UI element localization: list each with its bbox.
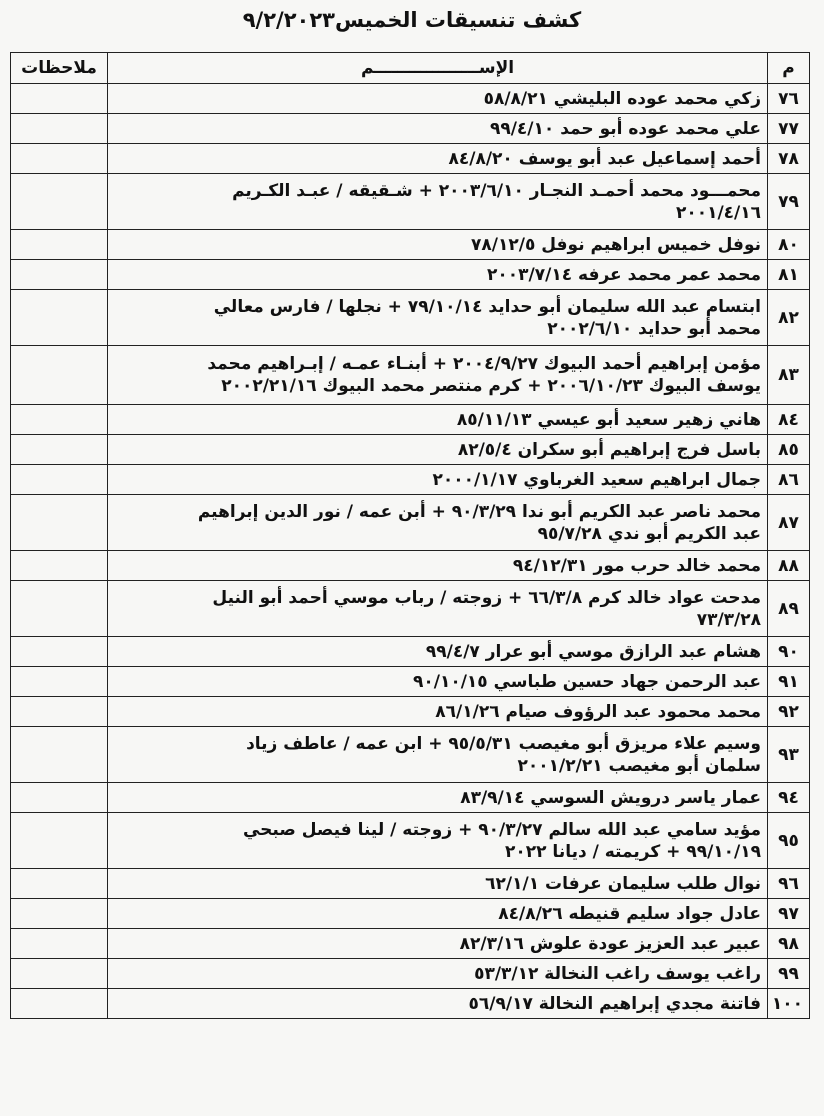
row-name [108, 667, 768, 697]
row-notes [11, 783, 108, 813]
row-number: ٩٦ [768, 869, 810, 899]
table-row [11, 495, 810, 551]
table-row [11, 637, 810, 667]
row-number: ٨٩ [768, 581, 810, 637]
row-number: ٨٤ [768, 405, 810, 435]
table-row [11, 783, 810, 813]
name-line: سلمان أبو مغيصب ٢٠٠١/٢/٢١ [517, 755, 761, 776]
row-number: ٧٦ [768, 84, 810, 114]
table-row [11, 727, 810, 783]
name-line: يوسف البيوك ٢٠٠٦/١٠/٢٣ + كرم منتصر محمد البيوك ٢٠٠٢/٢١/١٦ [221, 376, 761, 396]
name-line: ٢٠٠١/٤/١٦ [675, 202, 761, 223]
row-notes [11, 989, 108, 1019]
table-row [11, 869, 810, 899]
row-notes [11, 581, 108, 637]
row-notes [11, 144, 108, 174]
row-name [108, 435, 768, 465]
row-number: ٨١ [768, 260, 810, 290]
row-notes [11, 551, 108, 581]
row-notes [11, 230, 108, 260]
table-row [11, 144, 810, 174]
table-row [11, 551, 810, 581]
row-number: ٨٢ [768, 290, 810, 346]
row-notes [11, 727, 108, 783]
row-notes [11, 465, 108, 495]
row-notes [11, 929, 108, 959]
name-line: أحمد إسماعيل عبد أبو يوسف ٨٤/٨/٢٠ [448, 148, 761, 169]
table-row [11, 959, 810, 989]
name-line: عمار ياسر درويش السوسي ٨٣/٩/١٤ [460, 787, 761, 808]
row-name [108, 495, 768, 551]
table-row [11, 929, 810, 959]
table-row [11, 667, 810, 697]
header-notes: ملاحظات [11, 53, 108, 84]
row-number: ٩٤ [768, 783, 810, 813]
row-name [108, 84, 768, 114]
table-row [11, 114, 810, 144]
row-number: ٩٥ [768, 813, 810, 869]
table-row [11, 581, 810, 637]
row-notes [11, 346, 108, 405]
name-line: محمد أبو حدايد ٢٠٠٢/٦/١٠ [547, 318, 761, 339]
row-notes [11, 899, 108, 929]
row-number: ٨٧ [768, 495, 810, 551]
row-name [108, 989, 768, 1019]
row-name [108, 813, 768, 869]
table-row [11, 899, 810, 929]
row-number: ٧٨ [768, 144, 810, 174]
name-line: راغب يوسف راغب النخالة ٥٣/٣/١٢ [474, 963, 761, 984]
row-number: ٧٩ [768, 174, 810, 230]
row-notes [11, 869, 108, 899]
name-line: باسل فرج إبراهيم أبو سكران ٨٢/٥/٤ [457, 439, 761, 460]
table-row [11, 435, 810, 465]
row-number: ٩٢ [768, 697, 810, 727]
row-notes [11, 667, 108, 697]
row-number: ٨٨ [768, 551, 810, 581]
row-notes [11, 697, 108, 727]
table-row [11, 174, 810, 230]
name-line: محمـــود محمد أحمـد النجـار ٢٠٠٣/٦/١٠ + شـقيقه / عبـد الكـريم [232, 180, 761, 201]
name-line: نوفل خميس ابراهيم نوفل ٧٨/١٢/٥ [471, 234, 761, 255]
name-line: محمد محمود عبد الرؤوف صيام ٨٦/١/٢٦ [435, 701, 761, 722]
name-line: وسيم علاء مريزق أبو مغيصب ٩٥/٥/٣١ + ابن عمه / عاطف زياد [246, 733, 761, 754]
name-line: مؤيد سامي عبد الله سالم ٩٠/٣/٢٧ + زوجته / لينا فيصل صبحي [242, 819, 761, 840]
table-row [11, 84, 810, 114]
name-line: هاني زهير سعيد أبو عيسي ٨٥/١١/١٣ [456, 409, 761, 430]
row-number: ٩١ [768, 667, 810, 697]
row-notes [11, 435, 108, 465]
row-number: ٩٩ [768, 959, 810, 989]
table-row [11, 346, 810, 405]
row-number: ٨٠ [768, 230, 810, 260]
row-name [108, 727, 768, 783]
row-name [108, 697, 768, 727]
row-name [108, 899, 768, 929]
row-number: ٩٣ [768, 727, 810, 783]
header-number: م [768, 53, 810, 84]
row-notes [11, 114, 108, 144]
row-number: ٨٣ [768, 346, 810, 405]
row-name [108, 114, 768, 144]
name-line: عبير عبد العزيز عودة علوش ٨٢/٣/١٦ [459, 933, 761, 954]
name-line: زكي محمد عوده البليشي ٥٨/٨/٢١ [483, 88, 761, 109]
row-number: ٩٠ [768, 637, 810, 667]
name-line: هشام عبد الرازق موسي أبو عرار ٩٩/٤/٧ [425, 641, 761, 662]
row-notes [11, 637, 108, 667]
row-name [108, 551, 768, 581]
row-notes [11, 174, 108, 230]
row-name [108, 346, 768, 405]
row-name [108, 405, 768, 435]
name-line: نوال طلب سليمان عرفات ٦٢/١/١ [485, 873, 761, 894]
table-row [11, 405, 810, 435]
name-line: جمال ابراهيم سعيد الغرباوي ٢٠٠٠/١/١٧ [432, 469, 761, 490]
row-notes [11, 260, 108, 290]
name-line: ٩٩/١٠/١٩ + كريمته / ديانا ٢٠٢٢ [505, 841, 761, 862]
name-line: ٧٣/٣/٢٨ [696, 609, 761, 630]
name-line: فاتنة مجدي إبراهيم النخالة ٥٦/٩/١٧ [468, 993, 761, 1014]
name-line: محمد عمر محمد عرفه ٢٠٠٣/٧/١٤ [487, 264, 761, 285]
name-line: علي محمد عوده أبو حمد ٩٩/٤/١٠ [489, 118, 761, 139]
table-row [11, 697, 810, 727]
row-name [108, 869, 768, 899]
row-name [108, 637, 768, 667]
name-line: عبد الرحمن جهاد حسين طباسي ٩٠/١٠/١٥ [412, 671, 761, 692]
page-title: كشف تنسيقات الخميس٩/٢/٢٠٢٣ [242, 8, 582, 32]
header-name: الإســــــــــــــــــم [108, 53, 768, 84]
row-notes [11, 84, 108, 114]
name-line: مؤمن إبراهيم أحمد البيوك ٢٠٠٤/٩/٢٧ + أبنـاء عمـه / إبـراهيم محمد [207, 354, 761, 374]
row-notes [11, 495, 108, 551]
row-notes [11, 959, 108, 989]
row-number: ٩٧ [768, 899, 810, 929]
row-name [108, 581, 768, 637]
name-line: محمد ناصر عبد الكريم أبو ندا ٩٠/٣/٢٩ + أبن عمه / نور الدين إبراهيم [197, 501, 761, 522]
row-name [108, 230, 768, 260]
row-name [108, 929, 768, 959]
names-table [10, 52, 810, 1019]
table-header-row [11, 53, 810, 84]
row-number: ٨٥ [768, 435, 810, 465]
name-line: ابتسام عبد الله سليمان أبو حدايد ٧٩/١٠/١٤ + نجلها / فارس معالي [213, 296, 761, 317]
table-row [11, 260, 810, 290]
row-notes [11, 405, 108, 435]
name-line: عادل جواد سليم قنيطه ٨٤/٨/٢٦ [498, 903, 761, 924]
name-line: عبد الكريم أبو ندي ٩٥/٧/٢٨ [537, 523, 761, 544]
table-row [11, 290, 810, 346]
row-notes [11, 813, 108, 869]
table-row [11, 465, 810, 495]
row-name [108, 783, 768, 813]
row-notes [11, 290, 108, 346]
row-number: ١٠٠ [768, 989, 810, 1019]
row-name [108, 174, 768, 230]
name-line: مدحت عواد خالد كرم ٦٦/٣/٨ + زوجته / رباب موسي أحمد أبو النيل [212, 587, 761, 608]
row-name [108, 959, 768, 989]
table-row [11, 813, 810, 869]
row-name [108, 260, 768, 290]
row-name [108, 465, 768, 495]
row-number: ٧٧ [768, 114, 810, 144]
row-number: ٩٨ [768, 929, 810, 959]
row-number: ٨٦ [768, 465, 810, 495]
name-line: محمد خالد حرب مور ٩٤/١٢/٣١ [512, 555, 761, 576]
table-row [11, 989, 810, 1019]
table-row [11, 230, 810, 260]
row-name [108, 290, 768, 346]
row-name [108, 144, 768, 174]
